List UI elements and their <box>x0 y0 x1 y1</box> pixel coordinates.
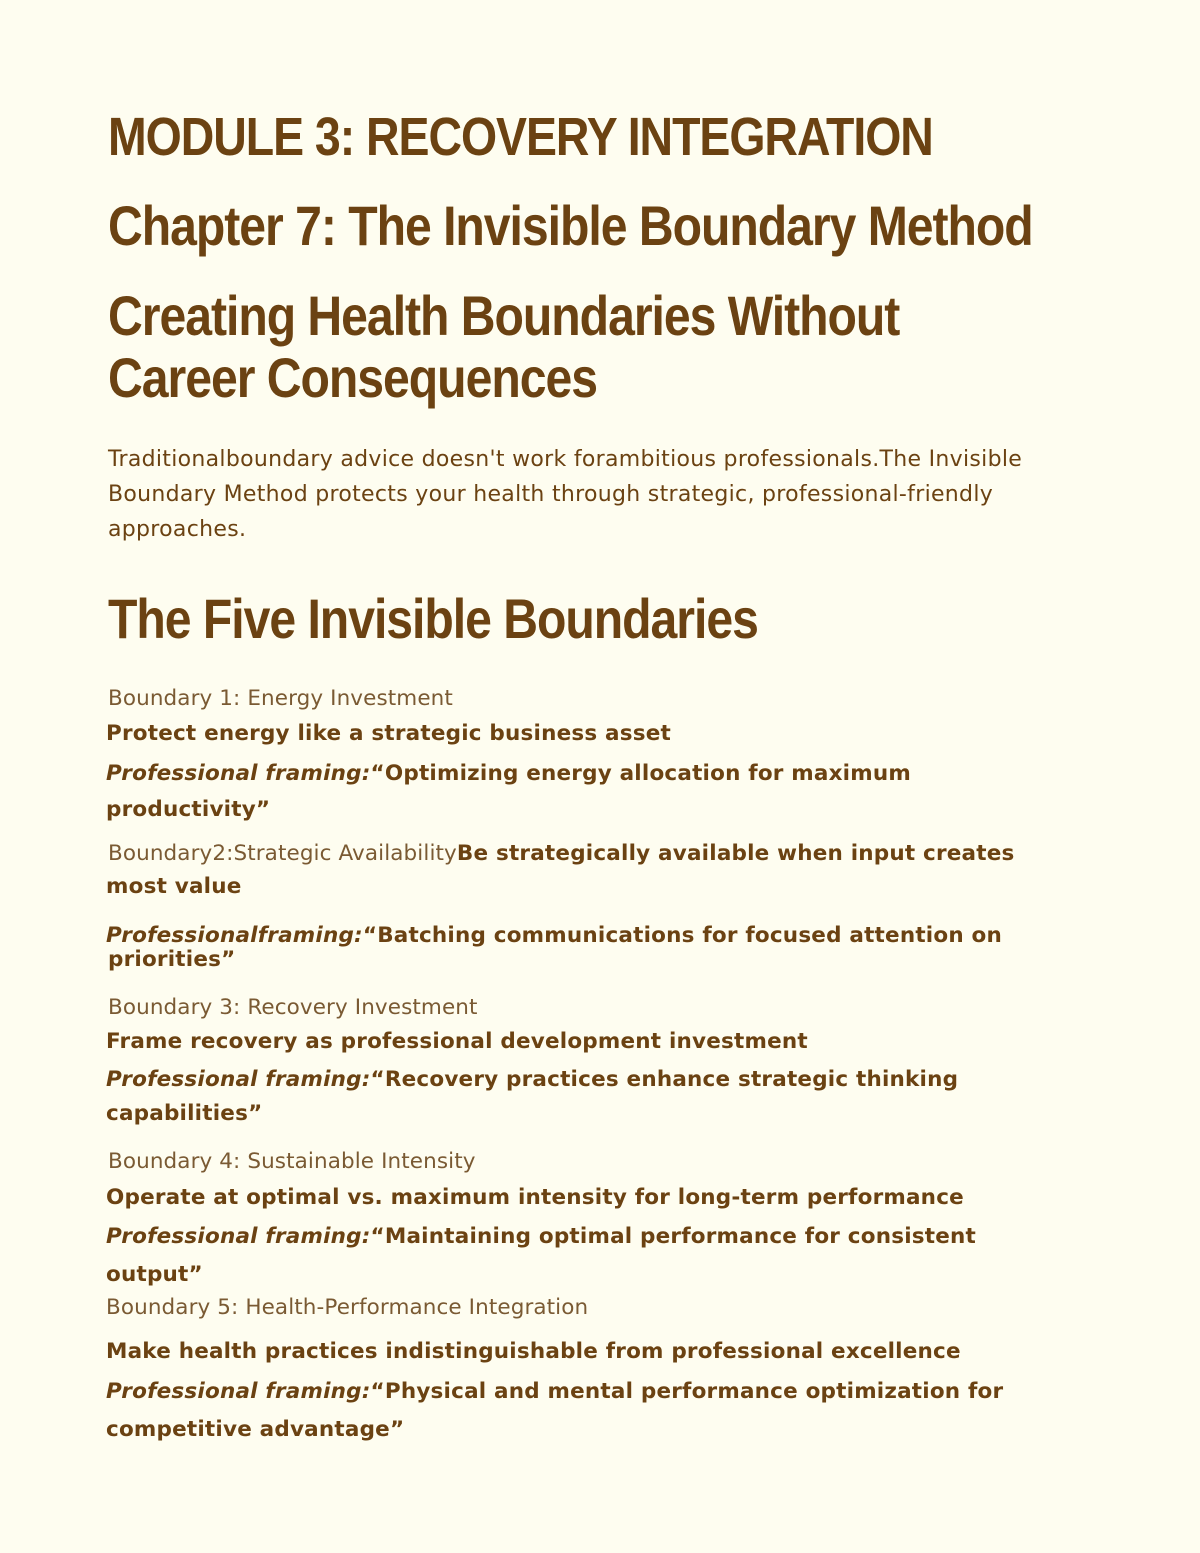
boundary-title: Boundary 5: Health-Performance Integration <box>106 1295 589 1320</box>
framing-quote-line-1: “Recovery practices enhance strategic thinking <box>370 1067 959 1092</box>
framing-quote-line-1: “Maintaining optimal performance for consistent <box>370 1224 977 1249</box>
subtitle-line-1: Creating Health Boundaries Without <box>108 284 900 347</box>
framing-label: Professional framing: <box>106 1379 371 1404</box>
boundary-description: Frame recovery as professional development investment <box>106 1029 808 1054</box>
framing-label: Professional framing: <box>106 1067 371 1092</box>
boundary-description: Protect energy like a strategic business asset <box>106 721 672 746</box>
boundary-title: Boundary 4: Sustainable Intensity <box>108 1149 476 1174</box>
framing-quote-line-2: productivity” <box>106 797 271 822</box>
boundary-description-line-2: most value <box>106 874 242 899</box>
module-title: MODULE 3: RECOVERY INTEGRATION <box>108 107 933 167</box>
subtitle-line-2: Career Consequences <box>108 346 597 409</box>
intro-paragraph: Traditionalboundary advice doesn't work forambitious professionals.The Invisible Boundary Method protects your health through strategic, professional-friendly approaches. <box>108 447 1023 542</box>
framing-quote-line-1: “Physical and mental performance optimization for <box>370 1379 1004 1404</box>
subtitle <box>108 285 899 409</box>
section-title: The Five Invisible Boundaries <box>108 587 758 650</box>
boundary-framing <box>106 924 1066 972</box>
boundary-framing <box>106 1063 1066 1131</box>
framing-quote-line-2: priorities” <box>108 947 236 972</box>
boundary-description: Operate at optimal vs. maximum intensity for long-term performance <box>106 1185 964 1210</box>
boundary-framing <box>106 756 1066 828</box>
boundary-title: Boundary 3: Recovery Investment <box>108 995 478 1020</box>
framing-label: Professionalframing: <box>106 923 363 948</box>
framing-quote-line-2: competitive advantage” <box>106 1417 405 1442</box>
boundary-description-line-1: Be strategically available when input creates <box>456 841 1015 866</box>
boundary-description: Make health practices indistinguishable from professional excellence <box>106 1339 961 1364</box>
boundary-framing <box>106 1373 1066 1449</box>
boundary-title <box>108 841 1015 866</box>
framing-quote-line-1: “Batching communications for focused attention on <box>362 923 1003 948</box>
framing-label: Professional framing: <box>106 761 371 786</box>
boundary-framing <box>106 1218 1066 1294</box>
framing-label: Professional framing: <box>106 1224 371 1249</box>
framing-quote-line-1: “Optimizing energy allocation for maximum <box>370 761 911 786</box>
chapter-title: Chapter 7: The Invisible Boundary Method <box>108 194 1033 257</box>
framing-quote-line-2: output” <box>106 1262 203 1287</box>
framing-quote-line-2: capabilities” <box>106 1101 263 1126</box>
boundary-title-text: Boundary2:Strategic Availability <box>108 841 457 866</box>
boundary-title: Boundary 1: Energy Investment <box>108 686 453 711</box>
